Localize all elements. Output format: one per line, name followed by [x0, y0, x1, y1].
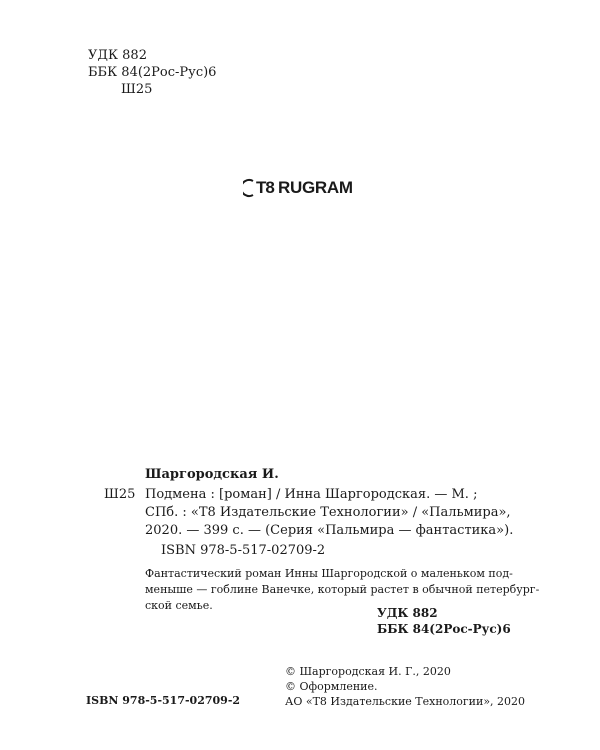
t8-logo-icon: [243, 178, 277, 198]
annotation-line-1: Фантастический роман Инны Шаргородской о маленьком под-: [145, 567, 513, 580]
catalog-line-1: Подмена : [роман] / Инна Шаргородская. — М. ;: [145, 487, 478, 502]
catalog-isbn: ISBN 978-5-517-02709-2: [161, 543, 326, 558]
catalog-bbk: ББК 84(2Рос-Рус)6: [377, 622, 511, 636]
catalog-line-3: 2020. — 399 с. — (Серия «Пальмира — фантастика»).: [145, 523, 514, 538]
logo-name: RUGRAM: [278, 178, 353, 197]
annotation-line-2: меныше — гоблине Ванечке, который растет в обычной петербург-: [145, 583, 540, 596]
catalog-mark: Ш25: [104, 487, 136, 502]
copyright-line-2: © Оформление.: [285, 680, 378, 693]
footer-isbn: ISBN 978-5-517-02709-2: [86, 694, 241, 707]
publisher-logo: [243, 178, 353, 198]
copyright-line-1: © Шаргородская И. Г., 2020: [285, 665, 451, 678]
author-mark: Ш25: [121, 82, 153, 97]
catalog-author-heading: Шаргородская И.: [145, 467, 279, 482]
annotation-line-3: ской семье.: [145, 599, 213, 612]
catalog-line-2: СПб. : «Т8 Издательские Технологии» / «Пальмира»,: [145, 505, 511, 520]
bbk-code: ББК 84(2Рос-Рус)6: [88, 65, 217, 80]
logo-prefix: T8: [256, 178, 274, 197]
catalog-udk: УДК 882: [377, 606, 438, 620]
udk-code: УДК 882: [88, 48, 147, 63]
copyright-line-3: АО «Т8 Издательские Технологии», 2020: [285, 695, 526, 708]
